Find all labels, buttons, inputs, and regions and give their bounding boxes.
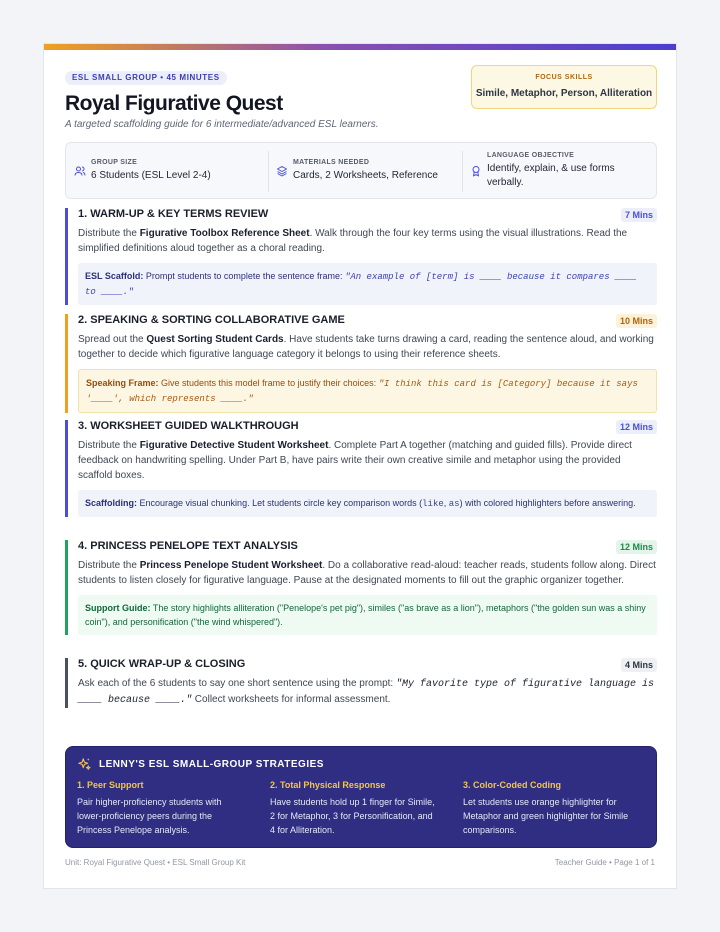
section-title: 3. WORKSHEET GUIDED WALKTHROUGH — [78, 420, 299, 432]
section-accent-bar — [65, 420, 68, 517]
strategy-text: Let students use orange highlighter for Metaphor and green highlighter for Simile comparisons. — [463, 797, 629, 835]
meta-strip — [65, 142, 657, 199]
meta-value: 6 Students (ESL Level 2-4) — [91, 170, 211, 181]
lesson-page — [43, 43, 677, 889]
speaking-frame-note: Speaking Frame: Give students this model frame to justify their choices: "I think this card is [Category] because it says '____', which represents ____." — [78, 369, 657, 413]
footer-right: Teacher Guide • Page 1 of 1 — [554, 858, 655, 867]
duration-pill: ESL SMALL GROUP • 45 MINUTES — [65, 71, 227, 85]
support-guide-note: Support Guide: The story highlights alliteration ("Penelope's pet pig"), similes ("as brave as a lion"), metaphors ("the golden sun was a shiny coin"), and personification ("the wind whispered"). — [78, 595, 657, 635]
focus-skills-label: FOCUS SKILLS — [535, 74, 593, 81]
meta-label: MATERIALS NEEDED — [293, 159, 370, 166]
section-time-badge: 10 Mins — [616, 314, 657, 328]
section-time-badge: 12 Mins — [616, 420, 657, 434]
meta-value: Cards, 2 Worksheets, Reference — [293, 170, 438, 181]
strategies-title: LENNY'S ESL SMALL-GROUP STRATEGIES — [99, 759, 324, 770]
layers-icon — [276, 165, 288, 177]
strategy-heading: 3. Color-Coded Coding — [463, 780, 561, 790]
strategies-panel — [65, 746, 657, 848]
section-body: Distribute the Princess Penelope Student Worksheet. Do a collaborative read-aloud: teacher reads, students follow along. Direct students to listen closely for figurative language. Pause at the designated moments to fill out the graphic organizer together. — [78, 560, 656, 586]
section-accent-bar — [65, 658, 68, 708]
page-subtitle: A targeted scaffolding guide for 6 intermediate/advanced ESL learners. — [65, 119, 379, 130]
section-worksheet-walkthrough — [65, 420, 657, 517]
section-warm-up — [65, 208, 657, 305]
users-icon — [74, 165, 86, 177]
section-accent-bar — [65, 208, 68, 305]
meta-label: LANGUAGE OBJECTIVE — [487, 152, 575, 159]
section-time-badge: 7 Mins — [621, 208, 657, 222]
section-title: 4. PRINCESS PENELOPE TEXT ANALYSIS — [78, 540, 298, 552]
focus-skills-value: Simile, Metaphor, Person, Alliteration — [475, 88, 653, 99]
section-accent-bar — [65, 314, 68, 413]
strategy-peer-support — [77, 780, 247, 837]
section-wrap-up — [65, 658, 657, 708]
strategy-text: Have students hold up 1 finger for Simile, 2 for Metaphor, 3 for Personification, and 4 for Alliteration. — [270, 797, 435, 835]
gradient-top-bar — [44, 44, 676, 50]
section-title: 1. WARM-UP & KEY TERMS REVIEW — [78, 208, 269, 220]
focus-skills-box — [471, 65, 657, 109]
meta-objective — [462, 143, 658, 200]
section-speaking-game — [65, 314, 657, 413]
strategy-heading: 2. Total Physical Response — [270, 780, 386, 790]
section-body: Distribute the Figurative Toolbox Reference Sheet. Walk through the four key terms using the visual illustrations. Read the simplified definitions aloud together as a choral reading. — [78, 228, 628, 254]
section-body: Spread out the Quest Sorting Student Cards. Have students take turns drawing a card, reading the sentence aloud, and working together to decide which figurative language category it belongs to using their reference sheets. — [78, 334, 654, 360]
esl-scaffold-note: ESL Scaffold: Prompt students to complete the sentence frame: "An example of [term] is ____ because it compares ____ to ____." — [78, 263, 657, 305]
scaffolding-note: Scaffolding: Encourage visual chunking. Let students circle key comparison words (like, as) with colored highlighters before answering. — [78, 490, 657, 517]
meta-group-size — [66, 143, 268, 200]
section-title: 2. SPEAKING & SORTING COLLABORATIVE GAME — [78, 314, 345, 326]
award-icon — [470, 165, 482, 177]
meta-materials — [268, 143, 462, 200]
meta-value: Identify, explain, & use forms verbally. — [487, 163, 615, 188]
section-time-badge: 4 Mins — [621, 658, 657, 672]
section-time-badge: 12 Mins — [616, 540, 657, 554]
strategy-text: Pair higher-proficiency students with lower-proficiency peers during the Princess Penelope analysis. — [77, 797, 222, 835]
strategy-heading: 1. Peer Support — [77, 780, 144, 790]
strategy-tpr — [270, 780, 440, 837]
section-title: 5. QUICK WRAP-UP & CLOSING — [78, 658, 246, 670]
sparkles-icon — [77, 757, 92, 772]
section-accent-bar — [65, 540, 68, 635]
section-text-analysis — [65, 540, 657, 635]
meta-label: GROUP SIZE — [91, 159, 138, 166]
section-body: Distribute the Figurative Detective Student Worksheet. Complete Part A together (matching and guided fills). Provide direct feedback on handwriting spelling. Under Part B, have pairs write their own creative simile and metaphor using the provided scaffold boxes. — [78, 440, 632, 481]
strategy-color-coding — [463, 780, 633, 837]
footer-left: Unit: Royal Figurative Quest • ESL Small Group Kit — [65, 858, 246, 867]
page-title: Royal Figurative Quest — [65, 92, 283, 115]
section-body: Ask each of the 6 students to say one short sentence using the prompt: "My favorite type of figurative language is ____ because ____." Collect worksheets for informal assessment. — [78, 678, 655, 706]
